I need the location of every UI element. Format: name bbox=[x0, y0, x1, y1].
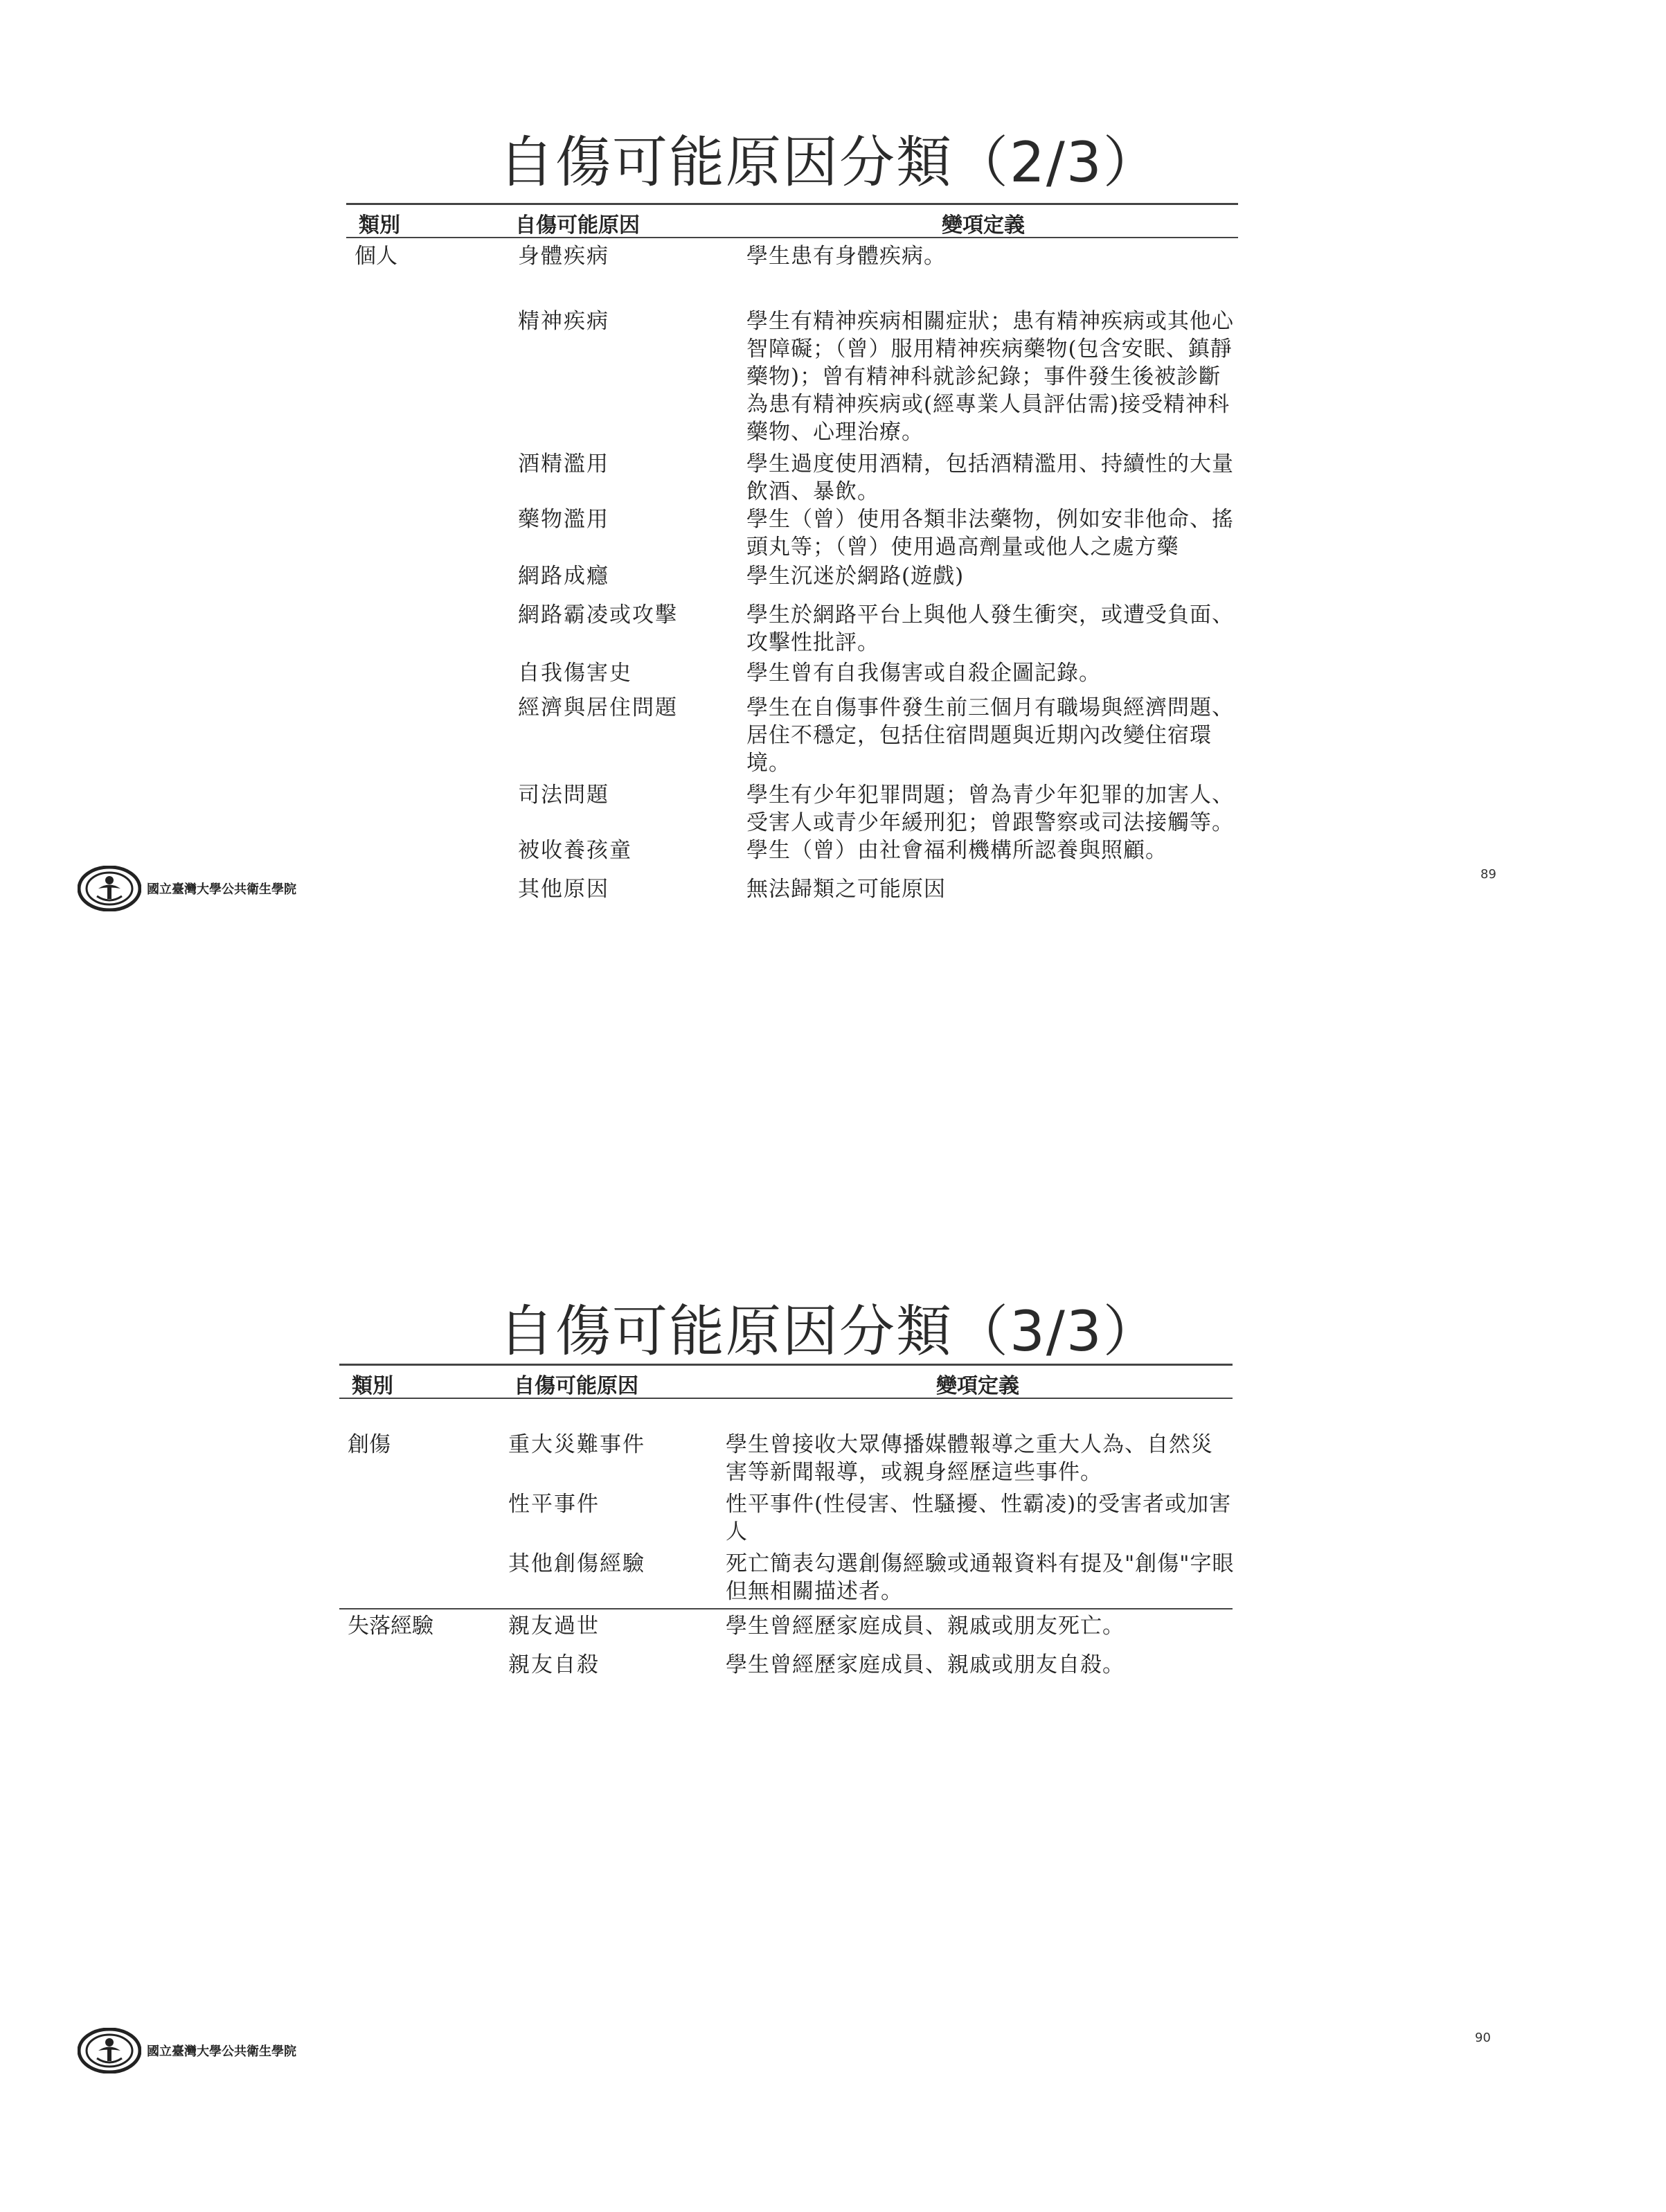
institution-logo-icon bbox=[78, 866, 141, 911]
table-row bbox=[339, 1612, 1233, 1640]
row-cause: 酒精濫用 bbox=[518, 452, 609, 476]
row-cause: 性平事件 bbox=[508, 1492, 600, 1517]
row-cause: 其他原因 bbox=[518, 877, 609, 902]
cause-table bbox=[346, 203, 1238, 903]
row-cause: 親友自殺 bbox=[508, 1652, 600, 1677]
header-category: 類別 bbox=[352, 1374, 393, 1398]
row-definition: 學生曾有自我傷害或自殺企圖記錄。 bbox=[746, 661, 1101, 686]
row-cause: 重大災難事件 bbox=[508, 1432, 645, 1457]
footer bbox=[78, 866, 493, 914]
institution-name: 國立臺灣大學公共衛生學院 bbox=[147, 882, 296, 897]
row-definition: 學生（曾）使用各類非法藥物，例如安非他命、搖頭丸等；（曾）使用過高劑量或他人之處方藥 bbox=[746, 507, 1234, 560]
page-number: 90 bbox=[1475, 2031, 1491, 2045]
table-row bbox=[339, 1550, 1233, 1605]
table-row bbox=[346, 244, 1238, 306]
institution-name: 國立臺灣大學公共衛生學院 bbox=[147, 2044, 296, 2059]
table-row bbox=[339, 1431, 1233, 1486]
row-cause: 網路霸凌或攻擊 bbox=[518, 603, 678, 627]
cause-table bbox=[339, 1364, 1233, 1679]
row-cause: 被收養孩童 bbox=[518, 838, 632, 863]
row-cause: 精神疾病 bbox=[518, 309, 609, 334]
table-row bbox=[346, 601, 1238, 657]
table-header-rule bbox=[346, 237, 1238, 238]
page-number: 89 bbox=[1480, 867, 1496, 882]
table-row bbox=[346, 562, 1238, 590]
table-row bbox=[346, 450, 1238, 506]
group-divider-rule bbox=[339, 1608, 1233, 1609]
table-row bbox=[346, 659, 1238, 687]
row-definition: 性平事件(性侵害、性騷擾、性霸凌)的受害者或加害人 bbox=[726, 1492, 1232, 1544]
row-definition: 死亡簡表勾選創傷經驗或通報資料有提及"創傷"字眼但無相關描述者。 bbox=[726, 1551, 1235, 1604]
institution-logo-icon bbox=[78, 2028, 141, 2073]
row-cause: 自我傷害史 bbox=[518, 661, 632, 686]
row-definition: 學生有精神疾病相關症狀；患有精神疾病或其他心智障礙；（曾）服用精神疾病藥物(包含安眠、鎮靜藥物)；曾有精神科就診紀錄；事件發生後被診斷為患有精神疾病或(經專業人員評估需)接受精神科藥物、心理治療。 bbox=[746, 309, 1234, 445]
header-cause: 自傷可能原因 bbox=[515, 213, 640, 238]
row-cause: 藥物濫用 bbox=[518, 507, 609, 532]
row-cause: 網路成癮 bbox=[518, 564, 609, 589]
row-definition: 學生於網路平台上與他人發生衝突，或遭受負面、攻擊性批評。 bbox=[746, 603, 1234, 655]
row-category: 個人 bbox=[355, 244, 397, 269]
page-title: 自傷可能原因分類（2/3） bbox=[499, 130, 1160, 195]
table-row bbox=[339, 1651, 1233, 1679]
table-header bbox=[339, 1366, 1233, 1398]
table-row bbox=[346, 694, 1238, 777]
row-category: 創傷 bbox=[348, 1432, 391, 1457]
slide-page-89 bbox=[0, 0, 1666, 956]
row-cause: 經濟與居住問題 bbox=[518, 695, 678, 720]
row-cause: 親友過世 bbox=[508, 1614, 600, 1639]
table-header bbox=[346, 205, 1238, 237]
row-definition: 學生有少年犯罪問題；曾為青少年犯罪的加害人、受害人或青少年緩刑犯；曾跟警察或司法接觸等。 bbox=[746, 783, 1234, 835]
footer bbox=[78, 2028, 493, 2076]
table-header-rule bbox=[339, 1398, 1233, 1399]
row-definition: 學生曾接收大眾傳播媒體報導之重大人為、自然災害等新聞報導，或親身經歷這些事件。 bbox=[726, 1432, 1213, 1485]
table-row bbox=[339, 1490, 1233, 1546]
table-row bbox=[346, 837, 1238, 864]
row-definition: 學生曾經歷家庭成員、親戚或朋友自殺。 bbox=[726, 1652, 1125, 1677]
row-cause: 司法問題 bbox=[518, 783, 609, 808]
header-definition: 變項定義 bbox=[936, 1374, 1019, 1398]
header-definition: 變項定義 bbox=[942, 213, 1025, 238]
row-definition: 無法歸類之可能原因 bbox=[746, 877, 946, 902]
row-definition: 學生沉迷於網路(遊戲) bbox=[746, 564, 965, 589]
row-definition: 學生患有身體疾病。 bbox=[746, 244, 946, 269]
row-definition: 學生過度使用酒精，包括酒精濫用、持續性的大量飲酒、暴飲。 bbox=[746, 452, 1234, 504]
row-definition: 學生在自傷事件發生前三個月有職場與經濟問題、居住不穩定，包括住宿問題與近期內改變住宿環境。 bbox=[746, 695, 1234, 776]
header-cause: 自傷可能原因 bbox=[514, 1374, 638, 1398]
page-title: 自傷可能原因分類（3/3） bbox=[499, 1299, 1160, 1364]
row-definition: 學生（曾）由社會福利機構所認養與照顧。 bbox=[746, 838, 1167, 863]
table-row bbox=[346, 781, 1238, 837]
row-cause: 其他創傷經驗 bbox=[508, 1551, 645, 1576]
row-category: 失落經驗 bbox=[348, 1614, 433, 1639]
header-category: 類別 bbox=[359, 213, 400, 238]
row-definition: 學生曾經歷家庭成員、親戚或朋友死亡。 bbox=[726, 1614, 1125, 1639]
slide-page-90 bbox=[0, 1177, 1666, 2212]
table-row bbox=[346, 506, 1238, 561]
row-cause: 身體疾病 bbox=[518, 244, 609, 269]
table-row bbox=[346, 307, 1238, 446]
